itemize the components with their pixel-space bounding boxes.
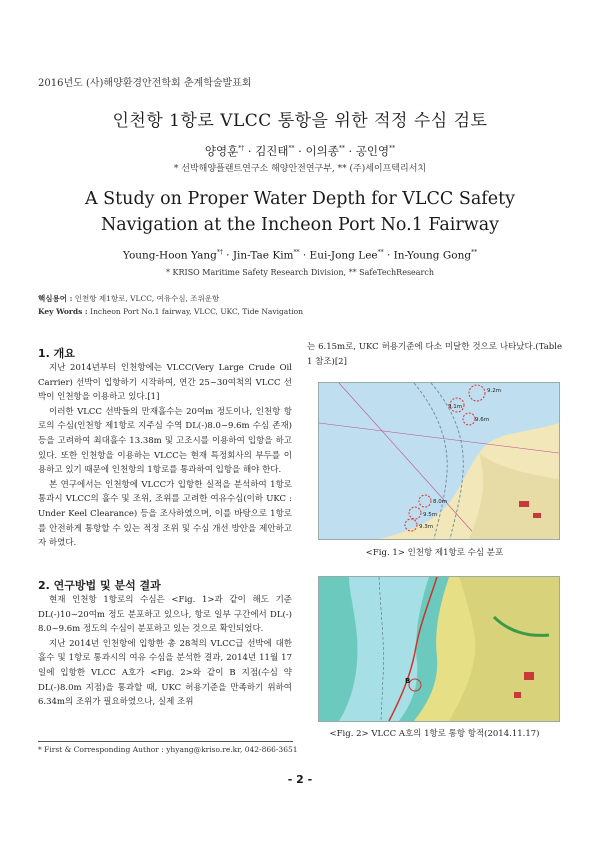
author-mark: ** bbox=[338, 145, 345, 153]
authors-korean bbox=[0, 143, 600, 159]
author-name: Eui-Jong Lee bbox=[309, 249, 378, 262]
paragraph: 지난 2014년 인천항에 입항한 총 28척의 VLCC급 선박에 대한 흘수 및 1항로 통과시의 여유 수심을 분석한 결과, 2014년 11월 17일에 입항한 VLCC A호가 <Fig. 2>와 같이 B 지점(수심 약 DL(-)8.0m 지점)을 통과할 때, UKC 허용기준을 만족하기 위하여 6.34m의 조위가 필요하였으나, 실제 조위 bbox=[38, 638, 292, 708]
author-mark: *† bbox=[238, 145, 245, 153]
figure-2-track-map bbox=[318, 576, 560, 722]
author-mark: ** bbox=[471, 249, 478, 256]
point-b-label: B bbox=[405, 677, 411, 685]
paragraph: 지난 2014년부터 인천항에는 VLCC(Very Large Crude Oil Carrier) 선박이 입항하기 시작하여, 연간 25~30여척의 VLCC 선박이 인천항을 이용하고 있다.[1] bbox=[38, 363, 292, 403]
keywords-label: 핵심용어 : bbox=[38, 294, 73, 303]
section2-body bbox=[38, 593, 292, 710]
footnote-corresponding-author: * First & Corresponding Author : yhyang@kriso.re.kr, 042-866-3651 bbox=[38, 745, 298, 754]
affiliation-korean: * 선박해양플랜트연구소 해양안전연구부, ** (주)세이프텍리서치 bbox=[173, 164, 427, 174]
paragraph: 는 6.15m로, UKC 허용기준에 다소 미달한 것으로 나타났다.(Table 1 참조)[2] bbox=[307, 342, 562, 367]
section-heading-methods: 2. 연구방법 및 분석 결과 bbox=[38, 579, 161, 592]
figure-2-caption: <Fig. 2> VLCC A호의 1항로 통항 항적(2014.11.17) bbox=[329, 729, 540, 739]
nautical-chart-image bbox=[319, 383, 559, 539]
author-mark: *† bbox=[216, 249, 223, 256]
depth-label: 9.1m bbox=[448, 404, 463, 410]
port-structure bbox=[524, 672, 534, 680]
keywords-text: 인천항 제1항로, VLCC, 여유수심, 조위운항 bbox=[72, 294, 220, 303]
keywords-text: Incheon Port No.1 fairway, VLCC, UKC, Tide Navigation bbox=[87, 307, 304, 316]
author-separator: · bbox=[222, 249, 233, 262]
author-mark: ** bbox=[377, 249, 384, 256]
author-name: Young-Hoon Yang bbox=[122, 249, 217, 262]
ecdis-track-image bbox=[319, 577, 559, 721]
author-name: Jin-Tae Kim bbox=[232, 249, 294, 262]
section1-body bbox=[38, 361, 292, 551]
author-separator: · bbox=[299, 249, 310, 262]
depth-label: 9.3m bbox=[419, 524, 434, 530]
author-separator: · bbox=[383, 249, 394, 262]
author-separator: · bbox=[344, 144, 356, 158]
section2-body-continued bbox=[307, 340, 562, 369]
author-mark: ** bbox=[288, 145, 295, 153]
affiliation-english: * KRISO Maritime Safety Research Division, ** SafeTechResearch bbox=[165, 268, 435, 277]
port-structure bbox=[519, 501, 529, 507]
paragraph: 이러한 VLCC 선박들의 만재흘수는 20여m 정도이나, 인천항 항로의 수심(인천항 제1항로 지주심 수역 DL(-)8.0~9.6m 수심 존재) 등을 고려하여 최대흘수 13.38m 및 고조시를 이용하여 입항을 하고 있다. 또한 인천항을 이용하는 VLCC는 현재 특정회사의 부두를 이용하고 있기 때문에 인천항의 1항로를 통과하여 입항을 해야 한다. bbox=[38, 406, 292, 476]
authors-english bbox=[0, 249, 600, 262]
keywords-english bbox=[38, 307, 303, 316]
author-name: In-Young Gong bbox=[393, 249, 472, 262]
paper-title-korean: 인천항 1항로 VLCC 통항을 위한 적정 수심 검토 bbox=[112, 111, 488, 131]
figure-1-depth-map bbox=[318, 382, 560, 540]
paragraph: 본 연구에서는 인천항에 VLCC가 입항한 실적을 분석하여 1항로 통과시 VLCC의 흘수 및 조위, 조위를 고려한 여유수심(이하 UKC : Under Keel Clearance) 등을 조사하였으며, 이를 바탕으로 1항로를 안전하게 통항할 수 있는 적정 조위 및 수심 개선 방안을 제안하고자 하였다. bbox=[38, 479, 292, 549]
depth-label: 9.2m bbox=[487, 388, 502, 394]
depth-label: 9.5m bbox=[423, 512, 438, 518]
author-name: 이의종 bbox=[305, 144, 339, 158]
author-name: 양영훈 bbox=[204, 144, 239, 158]
depth-label: 8.0m bbox=[433, 499, 448, 505]
author-mark: ** bbox=[293, 249, 300, 256]
conference-header: 2016년도 (사)해양환경안전학회 춘계학술발표회 bbox=[38, 78, 252, 89]
paper-title-english: A Study on Proper Water Depth for VLCC Safety Navigation at the Incheon Port No.1 Fairway bbox=[84, 189, 516, 235]
section-heading-overview: 1. 개요 bbox=[38, 347, 75, 360]
keywords-korean bbox=[38, 293, 219, 304]
figure-1-caption: <Fig. 1> 인천항 제1항로 수심 분포 bbox=[365, 548, 504, 558]
author-name: 공인영 bbox=[355, 144, 390, 158]
author-name: 김진태 bbox=[255, 144, 289, 158]
author-separator: · bbox=[294, 144, 306, 158]
footnote-rule bbox=[38, 741, 293, 742]
port-structure bbox=[533, 513, 541, 518]
author-mark: ** bbox=[389, 145, 396, 153]
port-structure bbox=[514, 692, 521, 698]
depth-label: 9.6m bbox=[475, 417, 490, 423]
keywords-label: Key Words : bbox=[38, 307, 88, 316]
paragraph: 현재 인천항 1항로의 수심은 <Fig. 1>과 같이 해도 기준 DL(-)10~20여m 정도 분포하고 있으나, 항로 일부 구간에서 DL(-) 8.0~9.6m 정도의 수심이 분포하고 있는 것으로 확인되었다. bbox=[38, 595, 292, 635]
page-number: - 2 - bbox=[287, 773, 313, 786]
author-separator: · bbox=[244, 144, 256, 158]
